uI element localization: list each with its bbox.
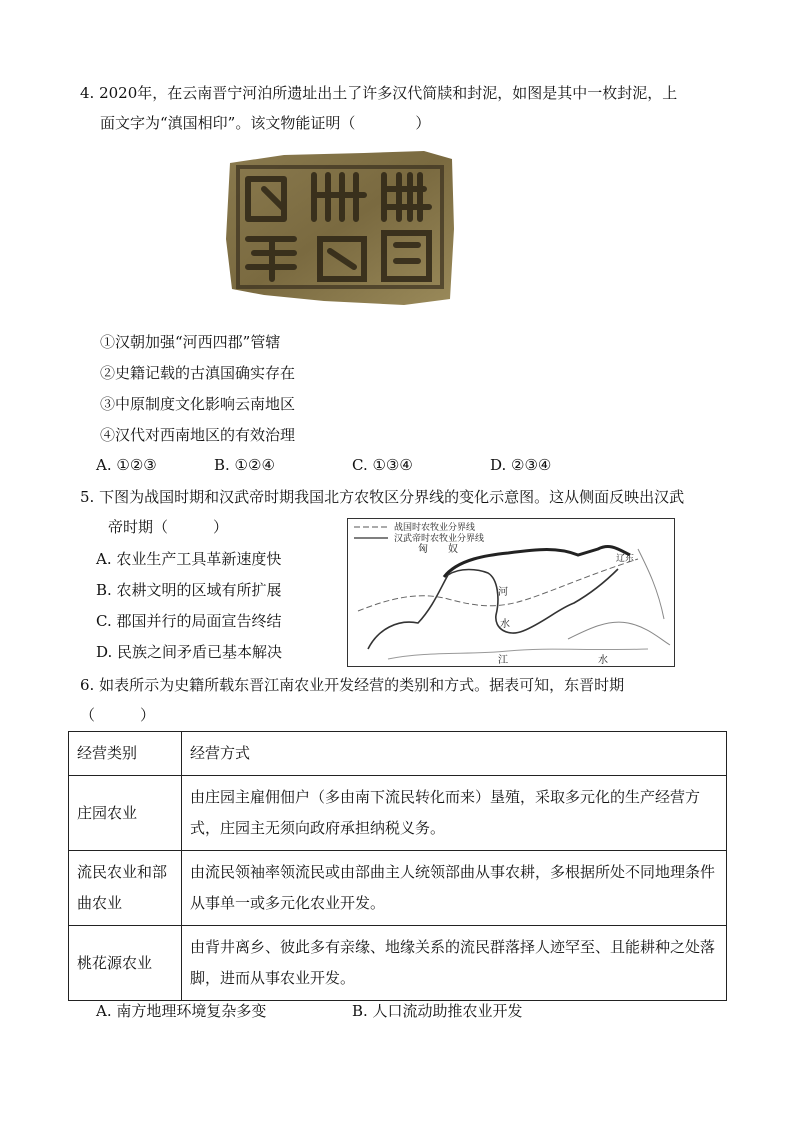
q5-option-b[interactable]: B. 农耕文明的区域有所扩展 bbox=[96, 581, 282, 599]
table-header-cell: 经营方式 bbox=[182, 732, 727, 776]
table-cell-category: 桃花源农业 bbox=[69, 926, 182, 1001]
map-label-shui2: 水 bbox=[598, 655, 608, 666]
table-row bbox=[69, 926, 727, 1001]
table-cell-category: 流民农业和部曲农业 bbox=[69, 851, 182, 926]
table-cell-category: 庄园农业 bbox=[69, 776, 182, 851]
map-legend-han: 汉武帝时农牧业分界线 bbox=[394, 534, 485, 544]
q5-stem-line1: 5. 下图为战国时期和汉武帝时期我国北方农牧区分界线的变化示意图。这从侧面反映出汉武 bbox=[80, 488, 685, 506]
table-cell-method: 由背井离乡、彼此多有亲缘、地缘关系的流民群落择人迹罕至、且能耕种之处落脚，进而从事农业开发。 bbox=[182, 926, 727, 1001]
table-header-row bbox=[69, 732, 727, 776]
map-legend-warring: 战国时农牧业分界线 bbox=[394, 523, 476, 533]
boundary-map-drawing bbox=[348, 519, 674, 666]
q4-item-3: ③中原制度文化影响云南地区 bbox=[100, 395, 296, 413]
q4-option-a[interactable]: A. ①②③ bbox=[96, 456, 157, 474]
q5-option-c[interactable]: C. 郡国并行的局面宣告终结 bbox=[96, 612, 282, 630]
q4-stem-line2: 面文字为“滇国相印”。该文物能证明（ ） bbox=[100, 114, 431, 132]
q4-option-d[interactable]: D. ②③④ bbox=[490, 456, 552, 474]
map-label-jiang: 江 bbox=[498, 655, 508, 666]
seal-clay-image bbox=[224, 149, 456, 308]
q4-item-2: ②史籍记载的古滇国确实存在 bbox=[100, 364, 296, 382]
q6-option-a[interactable]: A. 南方地理环境复杂多变 bbox=[96, 1002, 267, 1020]
q6-stem-line2: （ ） bbox=[80, 706, 156, 724]
table-cell-method: 由流民领袖率领流民或由部曲主人统领部曲从事农耕，多根据所处不同地理条件从事单一或多元化农业开发。 bbox=[182, 851, 727, 926]
q4-item-1: ①汉朝加强“河西四郡”管辖 bbox=[100, 333, 281, 351]
q4-option-c[interactable]: C. ①③④ bbox=[352, 456, 413, 474]
table-row bbox=[69, 851, 727, 926]
table-row bbox=[69, 776, 727, 851]
q6-table bbox=[68, 731, 727, 1001]
map-label-he: 河 bbox=[498, 587, 508, 598]
q4-stem-line1: 4. 2020年，在云南晋宁河泊所遗址出土了许多汉代简牍和封泥，如图是其中一枚封泥，上 bbox=[80, 84, 678, 102]
q5-option-d[interactable]: D. 民族之间矛盾已基本解决 bbox=[96, 643, 283, 661]
table-header-cell: 经营类别 bbox=[69, 732, 182, 776]
q6-option-b[interactable]: B. 人口流动助推农业开发 bbox=[352, 1002, 523, 1020]
q4-option-b[interactable]: B. ①②④ bbox=[214, 456, 275, 474]
boundary-map bbox=[347, 518, 675, 667]
map-label-shui1: 水 bbox=[500, 619, 510, 630]
table-cell-method: 由庄园主雇佣佃户（多由南下流民转化而来）垦殖，采取多元化的生产经营方式，庄园主无须向政府承担纳税义务。 bbox=[182, 776, 727, 851]
q6-stem-line1: 6. 如表所示为史籍所载东晋江南农业开发经营的类别和方式。据表可知，东晋时期 bbox=[80, 676, 625, 694]
map-label-liaodong: 辽东 bbox=[616, 554, 635, 564]
q4-item-4: ④汉代对西南地区的有效治理 bbox=[100, 426, 296, 444]
q5-stem-line2: 帝时期（ ） bbox=[108, 518, 229, 536]
map-label-xiongnu: 匈 奴 bbox=[418, 544, 458, 555]
q5-option-a[interactable]: A. 农业生产工具革新速度快 bbox=[96, 550, 282, 568]
